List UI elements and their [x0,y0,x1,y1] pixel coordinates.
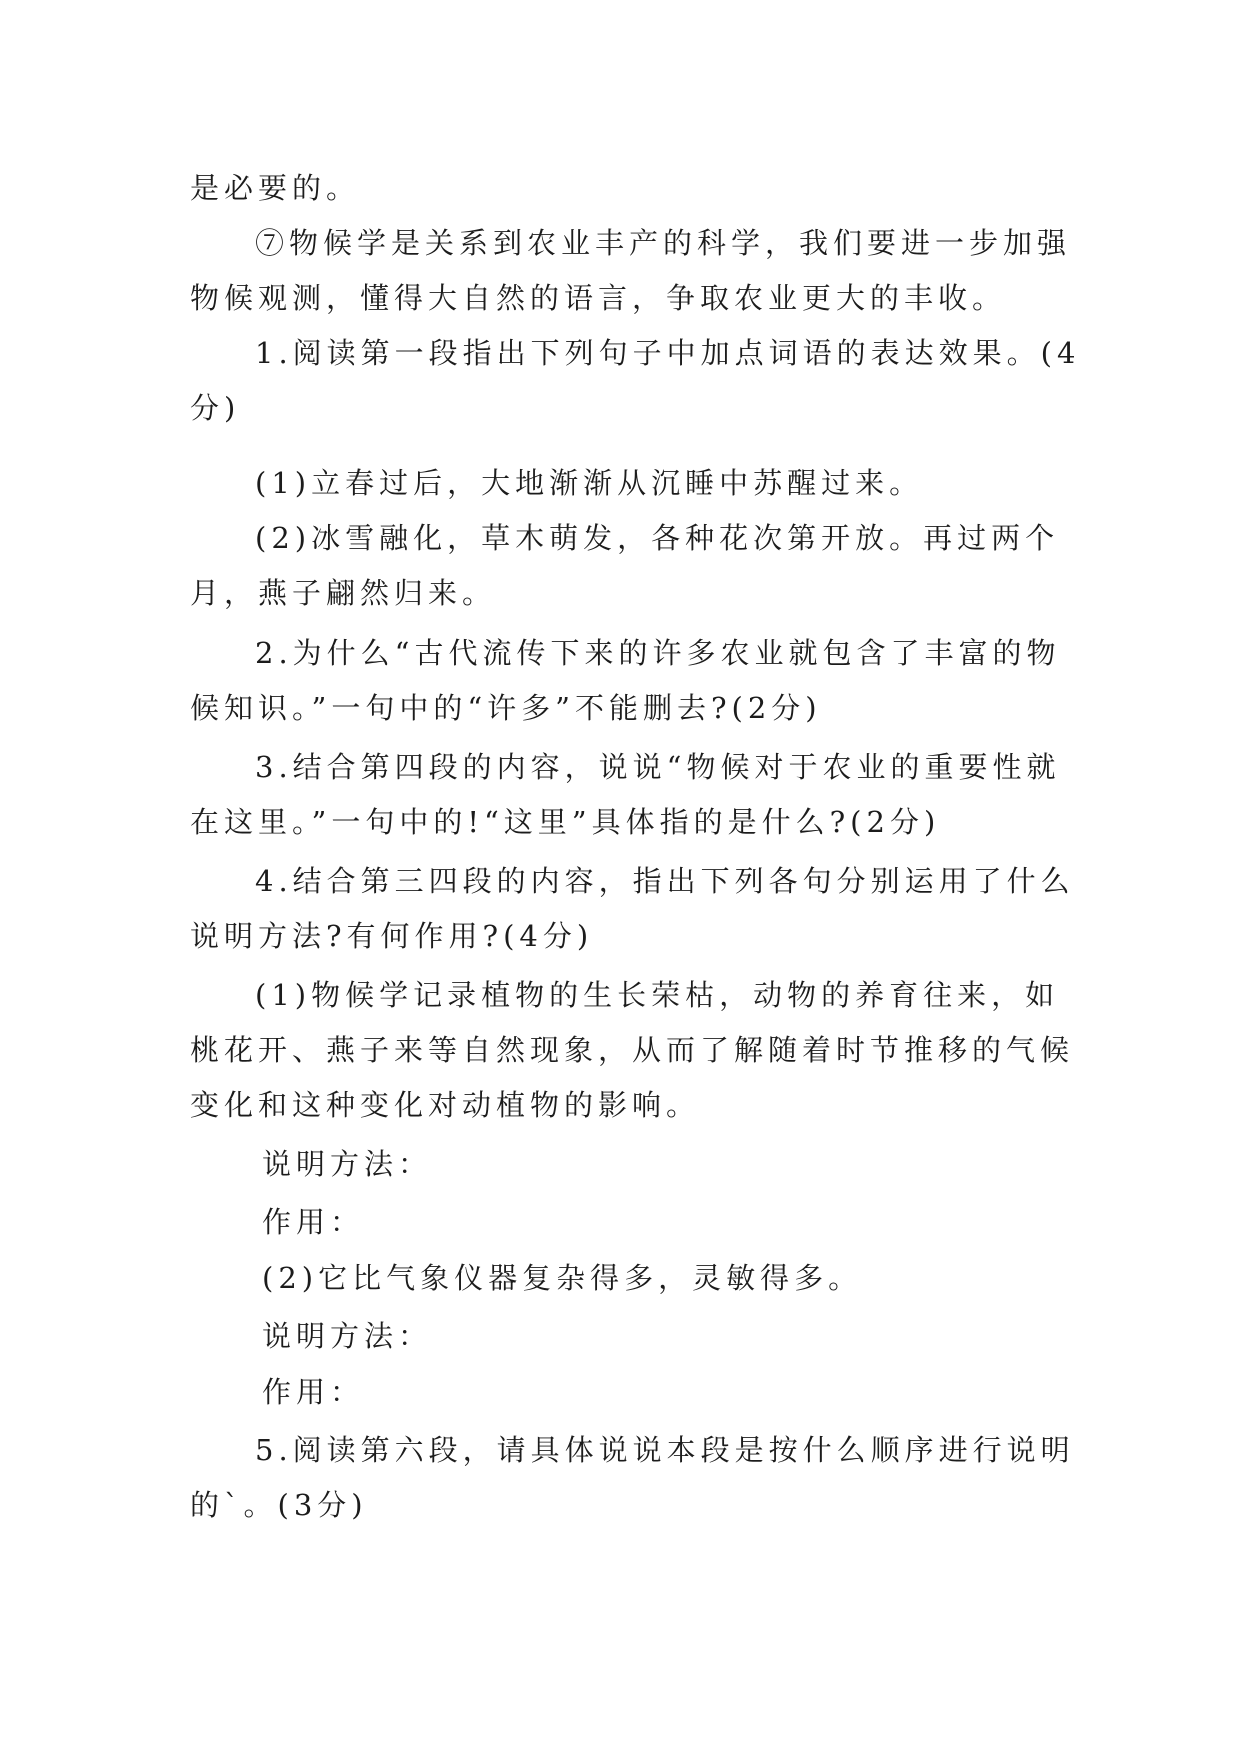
question-2-line-1: 2.为什么“古代流传下来的许多农业就包含了丰富的物 [255,636,1061,670]
sentence-4-1-line-3: 变化和这种变化对动植物的影响。 [190,1088,701,1122]
effect-label-1: 作用： [262,1205,365,1239]
sentence-1-1: (1)立春过后，大地渐渐从沉睡中苏醒过来。 [255,466,924,500]
question-5-line-2: 的`。(3分) [190,1488,368,1522]
method-label-2: 说明方法： [262,1319,433,1353]
question-3-line-1: 3.结合第四段的内容，说说“物候对于农业的重要性就 [255,750,1061,784]
paragraph-7-line-2: 物候观测，懂得大自然的语言，争取农业更大的丰收。 [190,281,1007,315]
question-1-line-2: 分) [190,391,241,425]
sentence-1-2-line-1: (2)冰雪融化，草木萌发，各种花次第开放。再过两个 [255,521,1060,555]
sentence-1-2-line-2: 月，燕子翩然归来。 [190,576,497,610]
sentence-4-1-line-2: 桃花开、燕子来等自然现象，从而了解随着时节推移的气候 [190,1033,1075,1067]
paragraph-7-line-1: ⑦物候学是关系到农业丰产的科学，我们要进一步加强 [255,226,1072,260]
question-1-line-1: 1.阅读第一段指出下列句子中加点词语的表达效果。(4 [255,336,1081,370]
effect-label-2: 作用： [262,1375,365,1409]
sentence-4-1-line-1: (1)物候学记录植物的生长荣枯，动物的养育往来，如 [255,978,1060,1012]
question-4-line-1: 4.结合第三四段的内容，指出下列各句分别运用了什么 [255,864,1075,898]
question-5-line-1: 5.阅读第六段，请具体说说本段是按什么顺序进行说明 [255,1433,1075,1467]
paragraph-line: 是必要的。 [190,171,361,205]
question-3-line-2: 在这里。”一句中的!“这里”具体指的是什么?(2分) [190,805,941,839]
question-4-line-2: 说明方法?有何作用?(4分) [190,919,594,953]
question-2-line-2: 候知识。”一句中的“许多”不能删去?(2分) [190,691,822,725]
method-label-1: 说明方法： [262,1147,433,1181]
sentence-4-2: (2)它比气象仪器复杂得多，灵敏得多。 [262,1261,863,1295]
